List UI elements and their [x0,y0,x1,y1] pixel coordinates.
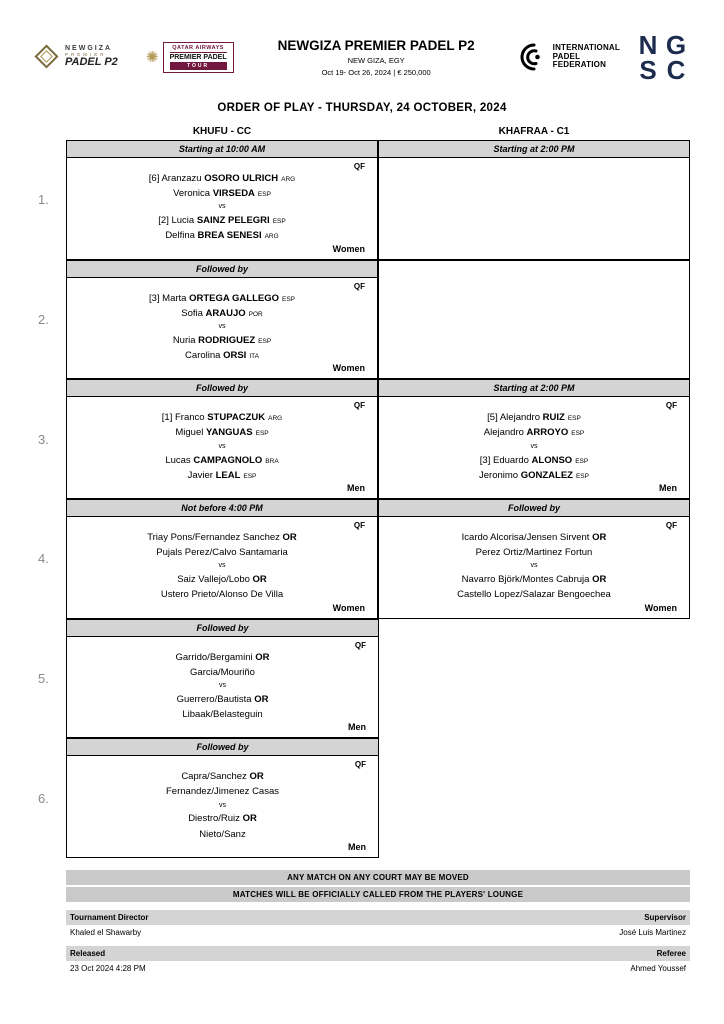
tournament-title: NEWGIZA PREMIER PADEL P2 [277,37,475,53]
team1-player2 [67,186,377,201]
order-row-6 [34,738,690,858]
stage-label: QF [354,760,366,770]
match [67,637,378,738]
cell-khufu-3 [66,379,378,499]
player-surname: LEAL [215,469,241,481]
country-code: BRA [265,457,279,465]
row-number: 4. [38,551,49,567]
order-of-play-table [34,140,690,858]
schedule-header: Followed by [379,500,689,517]
stage-label: QF [665,520,677,530]
referee-name: Ahmed Youssef [630,963,686,973]
schedule-header: Followed by [67,380,377,397]
released-referee-value-row [66,961,690,974]
stage-label: QF [353,162,365,171]
country-code: ESP [282,295,296,303]
match [67,397,377,498]
team2-option1 [67,811,378,826]
order-row-4 [34,499,690,619]
monogram-letter-s: S [639,54,657,85]
or-label: OR [592,531,607,543]
order-of-play-title: ORDER OF PLAY - THURSDAY, 24 OCTOBER, 2024 [217,102,507,114]
gender-label: Women [644,602,677,613]
vs-label: vs [218,323,226,331]
team-names: Castello Lopez/Salazar Bengoechea [457,589,611,601]
team-names: Nieto/Sanz [199,828,246,840]
player-name: [2] Lucia [158,215,197,227]
team1-option1 [67,530,377,545]
or-label: OR [252,574,267,586]
cell-khafraa-5-blank [379,619,690,739]
gender-label: Men [348,841,366,852]
team2-option2 [67,707,378,722]
player-name: Delfina [165,230,198,242]
team2-player1 [379,453,689,468]
team2-option2 [67,827,378,842]
team-names: Fernandez/Jimenez Casas [166,786,279,798]
player-surname: ORTEGA GALLEGO [189,292,279,304]
vs-label: vs [530,442,538,450]
team-names: Pujals Perez/Calvo Santamaria [156,547,288,559]
player-name: Nuria [172,334,199,346]
order-row-1 [34,140,690,260]
qatar-airways-label: QATAR AIRWAYS [170,45,227,53]
vs-label: vs [218,442,226,450]
or-label: OR [282,531,297,543]
team1-option1 [67,769,378,784]
match-area [67,756,378,857]
vs-label: vs [218,562,226,570]
row-number: 3. [38,431,49,447]
row-cells [66,499,690,619]
player-surname: VIRSEDA [212,188,255,200]
vs-label: vs [219,801,226,809]
ipf-line3: FEDERATION [552,60,607,70]
newgiza-logo-line3: PADEL P2 [65,56,118,69]
row-cells [66,140,690,260]
match-area [67,397,377,498]
order-row-2 [34,260,690,380]
player-name: Sofia [181,307,206,319]
country-code: ESP [575,472,589,480]
ipf-line2: PADEL [552,51,581,61]
player-surname: RODRIGUEZ [198,334,256,346]
cell-khafraa-4 [378,499,690,619]
team1-player1 [67,410,377,425]
vs-label: vs [218,203,226,211]
team-names: Perez Ortiz/Martinez Fortun [475,547,593,559]
team2-option1 [67,572,377,587]
court-header-khufu: KHUFU - CC [192,126,252,137]
player-surname: YANGUAS [205,427,253,439]
order-row-5 [34,619,690,739]
player-surname: CAMPAGNOLO [193,454,263,466]
ipf-logo [519,42,620,72]
player-surname: ORSI [223,350,247,362]
player-name: Veronica [173,188,213,200]
tournament-director-name: Khaled el Shawarby [70,927,142,937]
team1-player2 [67,425,377,440]
starburst-icon: ✺ [146,48,159,66]
team1-option1 [379,530,689,545]
vs-label: vs [530,562,538,570]
player-name: [1] Franco [161,412,208,424]
country-code: ESP [567,415,581,423]
row-cells [66,738,690,858]
monogram-letter-n: N [638,29,658,60]
released-timestamp: 23 Oct 2024 4:28 PM [70,963,146,973]
match-area-empty [379,158,689,259]
team2-player2 [67,348,377,363]
schedule-header: Followed by [67,261,377,278]
team2-player1 [67,333,377,348]
match [67,158,377,259]
ipf-line1: INTERNATIONAL [552,43,620,53]
qatar-airways-premier-padel-logo [146,42,234,73]
player-surname: RUIZ [542,412,565,424]
player-lines [379,530,689,603]
cell-khafraa-2 [378,260,690,380]
team2-option1 [67,692,378,707]
country-code: ESP [272,218,286,226]
gender-label: Women [332,363,365,374]
player-lines [67,530,377,603]
team2-option2 [379,587,689,602]
team1-option2 [379,545,689,560]
row-number: 2. [38,311,49,327]
team1-player1 [379,410,689,425]
supervisor-name: José Luis Martinez [619,927,686,937]
country-code: ESP [571,430,585,438]
tournament-director-label: Tournament Director [70,912,149,922]
match-area [67,517,377,618]
player-lines [67,171,377,244]
match-area [379,517,689,618]
team1-option2 [67,784,378,799]
schedule-header: Starting at 2:00 PM [379,141,689,158]
ipf-logo-text [553,44,620,70]
player-name: [6] Aranzazu [148,173,205,184]
cell-khafraa-1 [378,140,690,260]
row-cells [66,379,690,499]
team1-option2 [67,545,377,560]
cell-khufu-2 [66,260,378,380]
player-surname: ARROYO [526,427,569,439]
cell-khufu-1 [66,140,378,260]
team1-player2 [379,425,689,440]
referee-label: Referee [656,948,686,958]
country-code: ARG [268,415,283,423]
ngsc-monogram-logo [634,29,690,85]
country-code: POR [248,310,263,318]
row-number: 1. [38,192,49,208]
country-code: ESP [257,191,271,199]
player-lines [379,410,689,483]
officials-label-bar [66,910,690,925]
team2-player2 [67,468,377,483]
team-names: Icardo Alcorisa/Jensen Sirvent [461,531,593,543]
gender-label: Men [659,482,677,493]
player-name: Jeronimo [479,469,521,481]
vs-label: vs [219,681,226,689]
player-surname: ARAUJO [205,307,246,319]
match-area [67,637,378,738]
tournament-location: NEW GIZA, EGY [347,55,405,65]
gender-label: Men [347,482,365,493]
notice-line-2: MATCHES WILL BE OFFICIALLY CALLED FROM THE PLAYERS' LOUNGE [66,887,690,902]
row-number-gutter [34,126,66,140]
player-lines [67,291,377,364]
newgiza-logo-text [65,45,118,69]
tour-label: TOUR [170,62,227,70]
country-code: ITA [249,353,259,361]
newgiza-logo-line1: NEWGIZA [65,45,113,53]
schedule-header: Not before 4:00 PM [67,500,377,517]
team2-option2 [67,587,377,602]
team2-option1 [379,572,689,587]
or-label: OR [249,771,264,783]
officials-name-row [66,925,690,938]
cell-khufu-4 [66,499,378,619]
match-area [67,158,377,259]
schedule-header: Starting at 10:00 AM [67,141,377,158]
header [34,24,690,90]
team-names: Garcia/Mouriño [190,666,255,678]
team1-player2 [67,306,377,321]
supervisor-label: Supervisor [644,912,686,922]
monogram-letter-g: G [665,29,687,60]
country-code: ESP [255,430,269,438]
player-surname: GONZALEZ [520,469,573,481]
country-code: ESP [575,457,589,465]
team-names: Saiz Vallejo/Lobo [177,574,253,586]
released-label: Released [70,948,106,958]
player-surname: ALONSO [531,454,573,466]
newgiza-padel-logo [34,45,136,69]
gender-label: Men [348,722,366,733]
team-names: Ustero Prieto/Alonso De Villa [160,589,284,601]
tournament-dates-prize: Oct 19- Oct 26, 2024 | € 250,000 [321,67,431,77]
match [67,278,377,379]
cell-khafraa-3 [378,379,690,499]
gender-label: Women [332,602,365,613]
team2-player1 [67,213,377,228]
player-surname: STUPACZUK [207,412,266,424]
page-footer [66,870,690,974]
country-code: ARG [264,233,279,241]
newgiza-logo-line2: PREMIER [65,51,107,57]
row-cells [66,260,690,380]
team1-player1 [67,291,377,306]
or-label: OR [592,574,607,586]
match [67,517,377,618]
player-name: Lucas [165,454,194,466]
row-cells [66,619,690,739]
team-names: Diestro/Ruiz [188,813,243,825]
player-name: Carolina [185,350,224,362]
or-label: OR [254,693,269,705]
match-area [379,397,689,498]
newgiza-diamond-icon [34,45,58,69]
team-names: Libaak/Belasteguin [182,709,263,721]
court-headers [34,126,690,140]
stage-label: QF [665,401,677,411]
or-label: OR [255,651,270,663]
player-surname: BREA SENESI [197,230,262,242]
gender-label: Women [332,243,365,254]
team2-player2 [379,468,689,483]
order-row-3 [34,379,690,499]
team2-player2 [67,228,377,243]
player-lines [67,769,378,842]
monogram-letter-c: C [666,54,686,85]
player-surname: SAINZ PELEGRI [196,215,270,227]
player-lines [67,650,378,723]
country-code: ESP [243,472,257,480]
ipf-ball-icon [519,42,549,72]
country-code: ARG [281,176,296,183]
row-number: 6. [38,790,49,806]
player-lines [67,410,377,483]
match [379,397,689,498]
player-name: Javier [187,469,216,481]
stage-label: QF [353,401,365,411]
team-names: Guerrero/Bautista [176,693,255,705]
cell-khufu-6 [66,738,379,858]
row-number: 5. [38,670,49,686]
match [67,756,378,857]
tournament-title-block [244,38,509,77]
match-area [67,278,377,379]
team-names: Capra/Sanchez [181,771,250,783]
team-names: Navarro Björk/Montes Cabruja [461,574,593,586]
notice-bar [66,870,690,902]
match-area-empty [379,261,689,379]
match [379,517,689,618]
team-names: Garrido/Bergamini [175,651,256,663]
premier-padel-label: PREMIER PADEL [169,53,227,61]
court-header-khafraa: KHAFRAA - C1 [498,126,570,137]
cell-khufu-5 [66,619,379,739]
or-label: OR [242,813,257,825]
schedule-header: Followed by [67,620,378,637]
player-surname: OSORO ULRICH [204,173,279,184]
stage-label: QF [353,520,365,530]
qatar-logo-box [163,42,234,73]
country-code: ESP [258,337,272,345]
schedule-header: Followed by [67,739,378,756]
notice-line-1: ANY MATCH ON ANY COURT MAY BE MOVED [66,870,690,885]
stage-label: QF [354,640,366,650]
player-name: [3] Eduardo [479,454,532,466]
team1-option1 [67,650,378,665]
team1-player1 [67,171,377,186]
stage-label: QF [353,281,365,291]
team1-option2 [67,665,378,680]
player-name: Miguel [175,427,206,439]
cell-khafraa-6-blank [379,738,690,858]
player-name: [3] Marta [148,292,190,304]
player-name: [5] Alejandro [487,412,543,424]
player-name: Alejandro [483,427,527,439]
team-names: Triay Pons/Fernandez Sanchez [147,531,283,543]
schedule-header: Starting at 2:00 PM [379,380,689,397]
team2-player1 [67,453,377,468]
released-referee-label-bar [66,946,690,961]
